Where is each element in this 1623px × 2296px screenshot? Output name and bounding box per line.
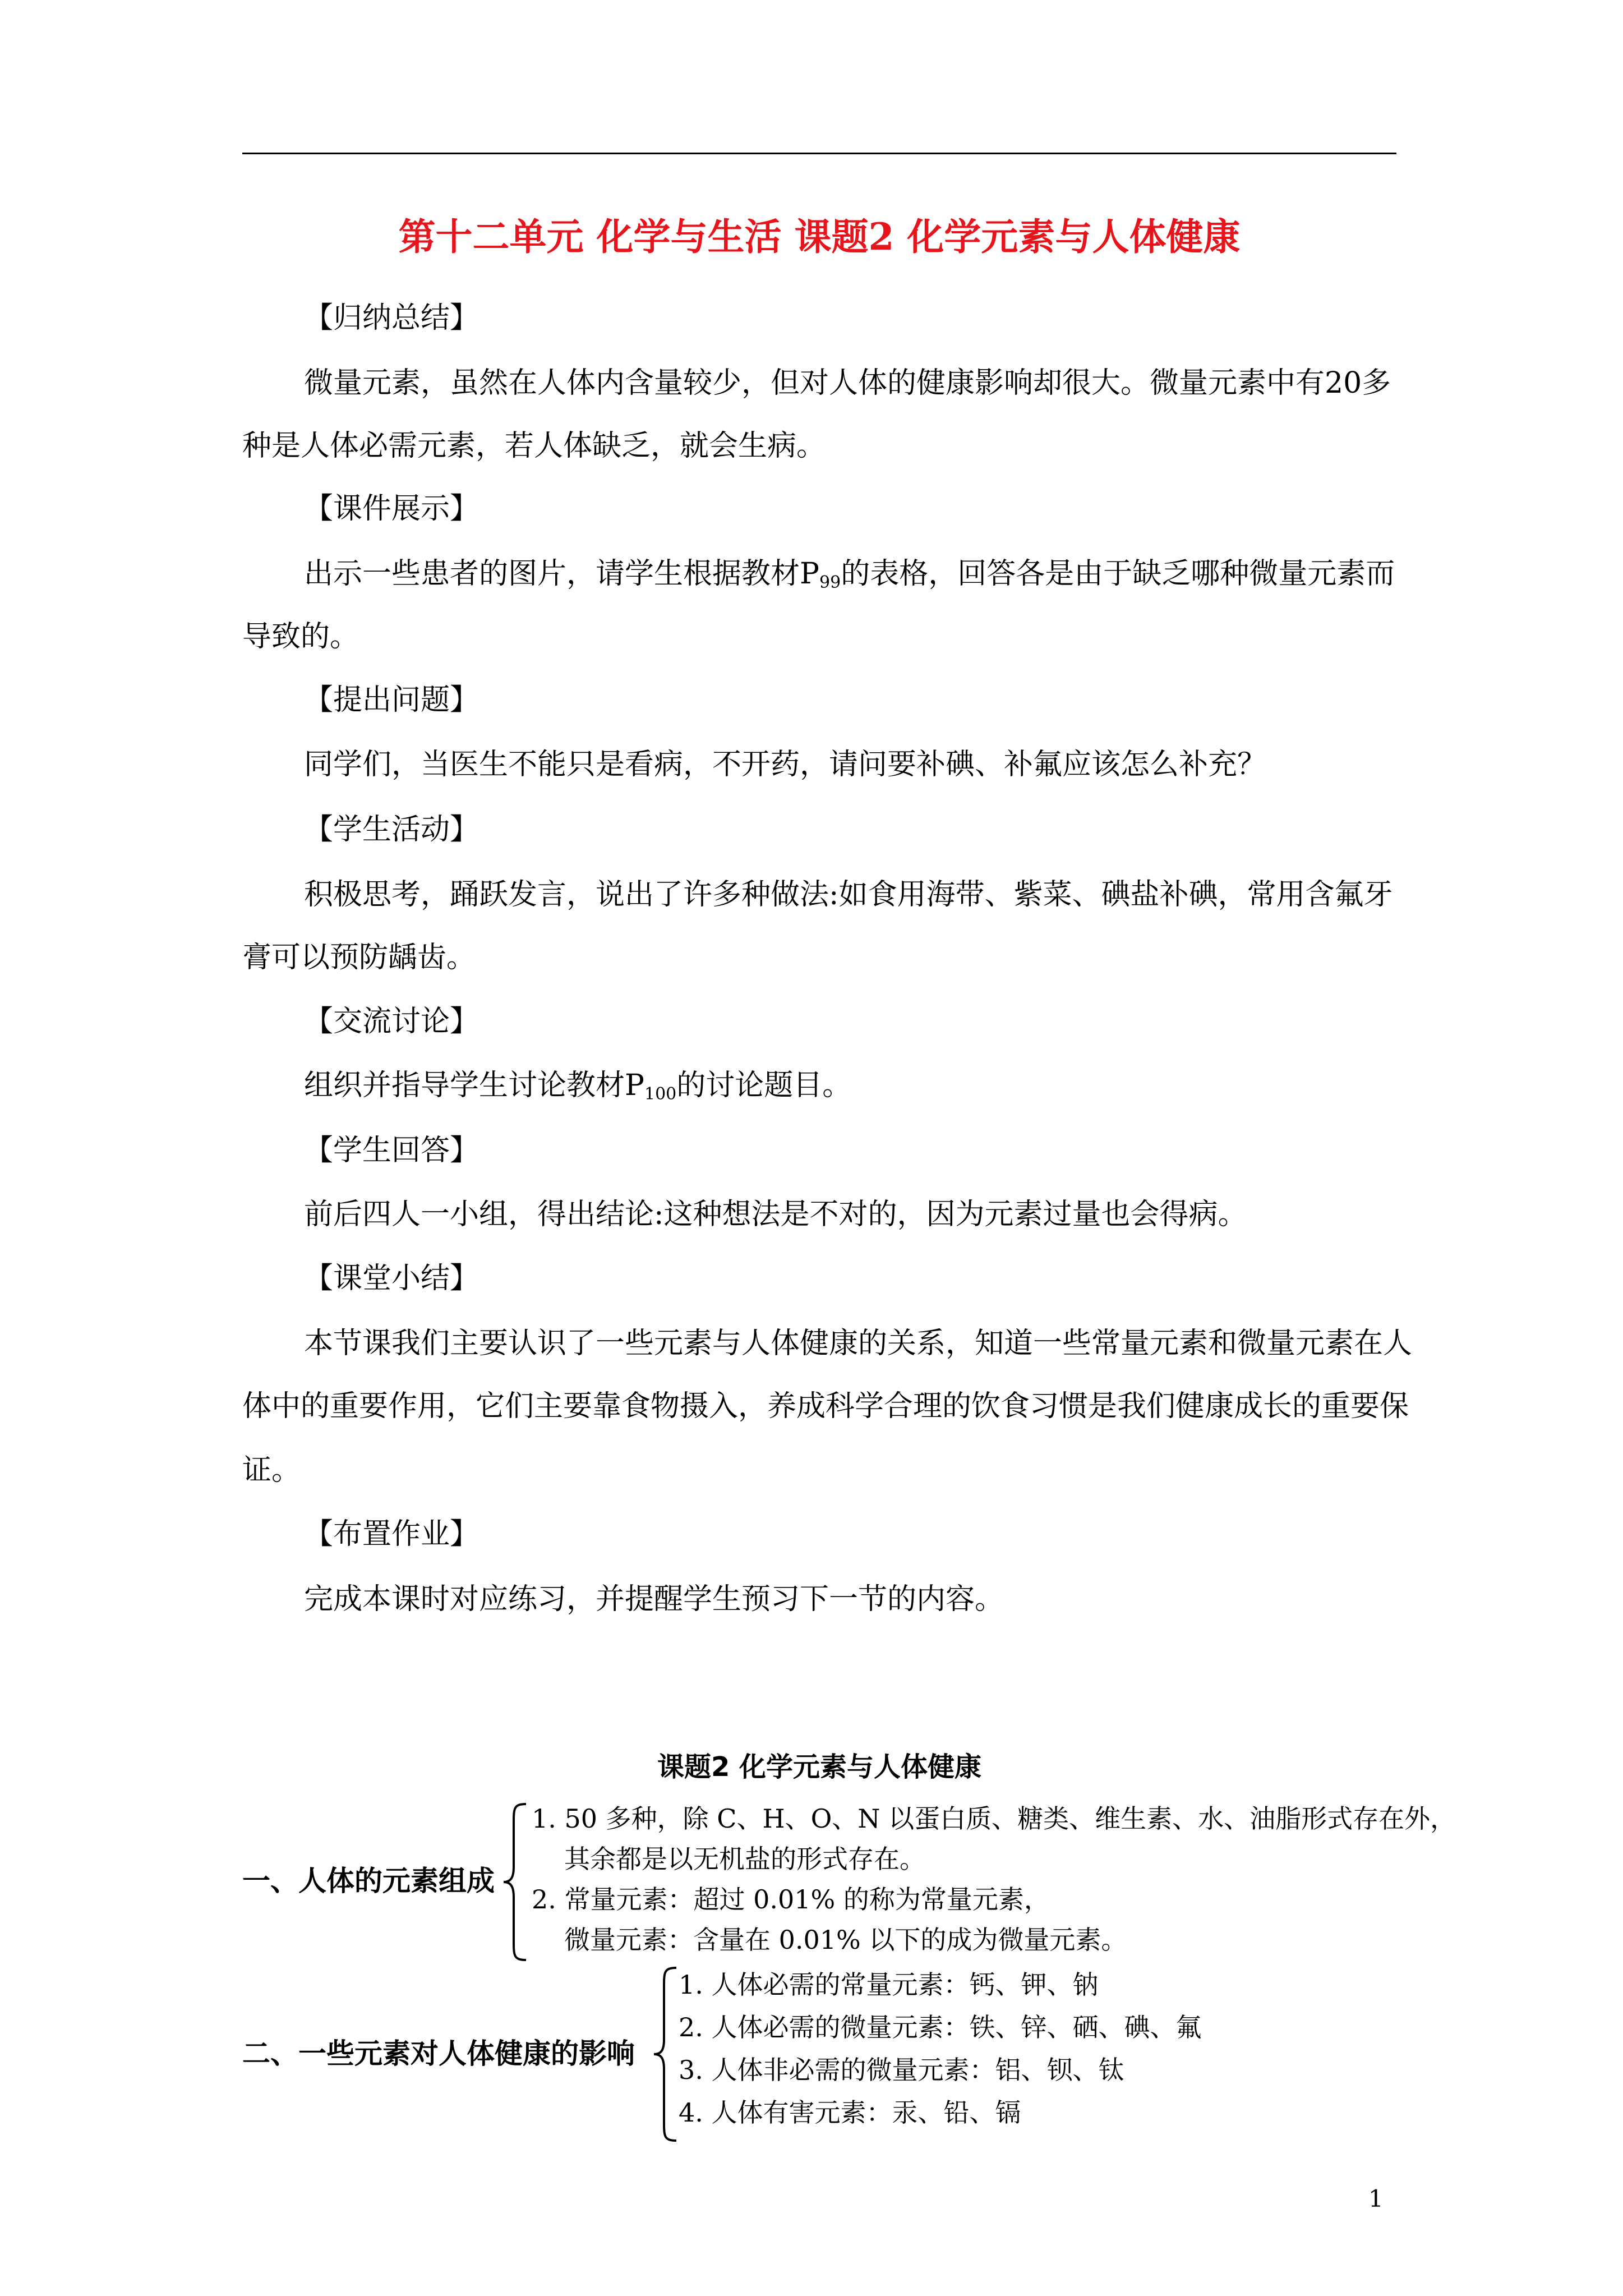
group-item: 4. 人体有害元素：汞、铅、镉: [679, 2097, 1021, 2128]
page-number: 1: [1368, 2185, 1384, 2212]
paragraph-line: 同学们，当医生不能只是看病，不开药，请问要补碘、补氟应该怎么补充？: [304, 748, 1267, 781]
section-heading-answer: 【学生回答】: [304, 1134, 479, 1167]
brace-icon: [499, 1801, 533, 1963]
paragraph-line: 体中的重要作用，它们主要靠食物摄入，养成科学合理的饮食习惯是我们健康成长的重要保: [242, 1389, 1409, 1423]
section-heading-question: 【提出问题】: [304, 683, 479, 717]
paragraph-line: 种是人体必需元素，若人体缺乏，就会生病。: [242, 429, 826, 463]
summary-title: 课题2 化学元素与人体健康: [657, 1751, 982, 1783]
group-item: 其余都是以无机盐的形式存在。: [564, 1844, 925, 1874]
paragraph-line: 本节课我们主要认识了一些元素与人体健康的关系，知道一些常量元素和微量元素在人: [304, 1327, 1413, 1360]
paragraph-line: 前后四人一小组，得出结论:这种想法是不对的，因为元素过量也会得病。: [304, 1198, 1247, 1231]
section-heading-discussion: 【交流讨论】: [304, 1005, 479, 1038]
group-item: 微量元素：含量在 0.01% 以下的成为微量元素。: [564, 1925, 1127, 1955]
brace-icon: [651, 1964, 682, 2144]
paragraph-line: 完成本课时对应练习，并提醒学生预习下一节的内容。: [304, 1582, 1004, 1616]
group-item: 1. 人体必需的常量元素：钙、钾、钠: [679, 1970, 1099, 2000]
group-item: 3. 人体非必需的微量元素：铝、钡、钛: [679, 2055, 1124, 2085]
paragraph-line: 膏可以预防龋齿。: [242, 941, 476, 974]
group-item: 2. 人体必需的微量元素：铁、锌、硒、碘、氟: [679, 2012, 1202, 2042]
section-heading-summary: 【归纳总结】: [304, 301, 479, 335]
page-title: 第十二单元 化学与生活 课题2 化学元素与人体健康: [398, 215, 1241, 259]
section-heading-activity: 【学生活动】: [304, 813, 479, 846]
paragraph-line: 导致的。: [242, 620, 359, 654]
paragraph-line: 出示一些患者的图片，请学生根据教材$P_{99}$的表格，回答各是由于缺乏哪种微量元素而: [304, 557, 1395, 592]
paragraph-line: 组织并指导学生讨论教材$P_{100}$的讨论题目。: [304, 1069, 852, 1104]
group-item: 2. 常量元素：超过 0.01% 的称为常量元素，: [532, 1884, 1050, 1915]
paragraph-line: 积极思考，踊跃发言，说出了许多种做法:如食用海带、紫菜、碘盐补碘，常用含氟牙: [304, 878, 1393, 912]
group-item: 1. 50 多种，除 C、H、O、N 以蛋白质、糖类、维生素、水、油脂形式存在外，: [532, 1803, 1456, 1834]
section-heading-courseware: 【课件展示】: [304, 492, 479, 526]
group-heading: 二、一些元素对人体健康的影响: [242, 2037, 635, 2070]
section-heading-homework: 【布置作业】: [304, 1517, 479, 1551]
paragraph-line: 微量元素，虽然在人体内含量较少，但对人体的健康影响却很大。微量元素中有20多: [304, 366, 1391, 400]
section-heading-class-summary: 【课堂小结】: [304, 1262, 479, 1295]
paragraph-line: 证。: [242, 1453, 301, 1487]
group-heading: 一、人体的元素组成: [242, 1865, 495, 1897]
header-rule: [242, 153, 1396, 154]
